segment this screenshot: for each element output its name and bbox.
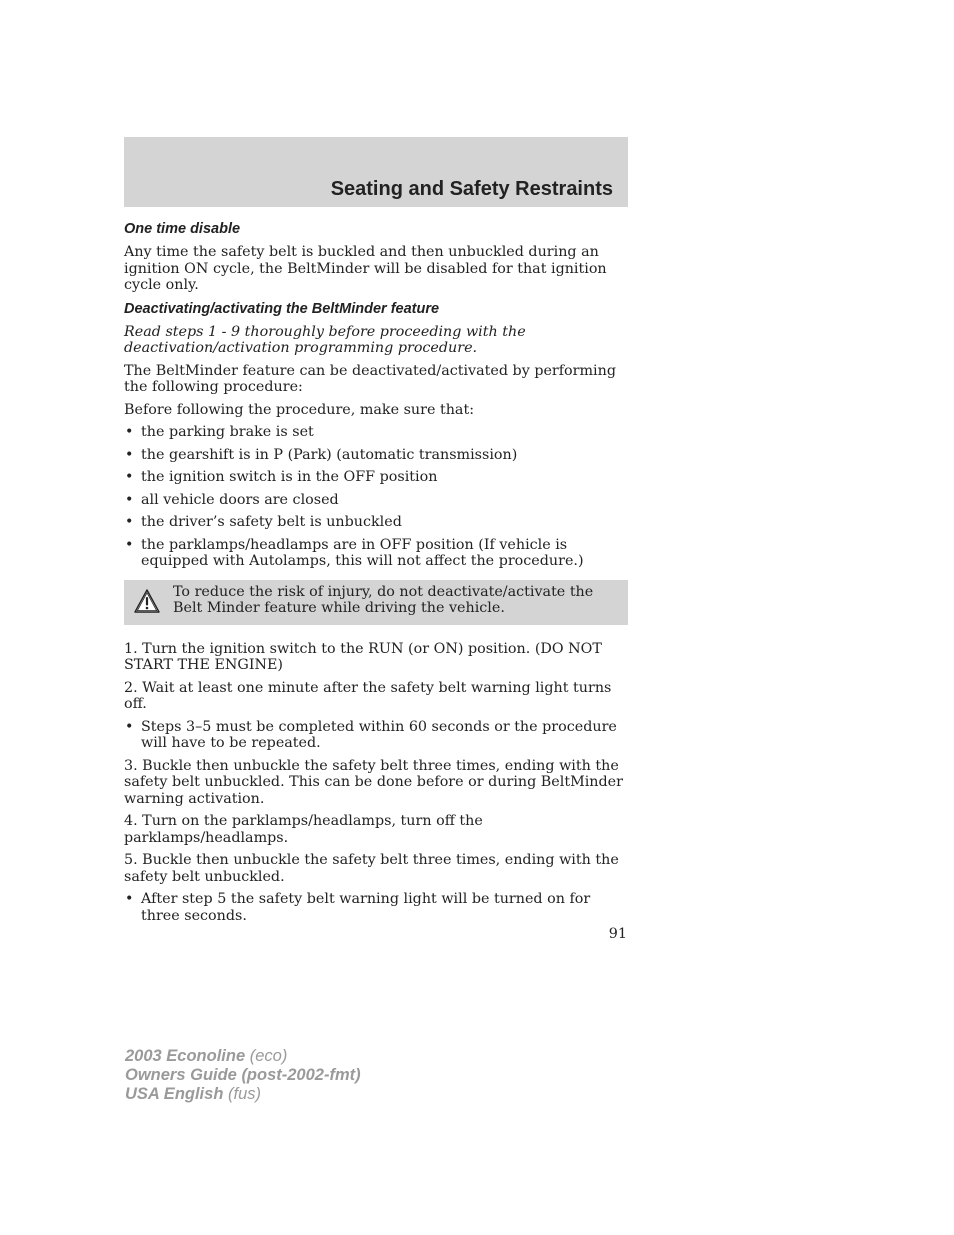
procedure-intro: The BeltMinder feature can be deactivated/activated by performing the following procedure: <box>124 362 616 395</box>
page-content <box>124 220 628 930</box>
footer-line-1: 2003 Econoline (eco) <box>125 1047 288 1065</box>
bullet-icon: • <box>125 891 134 907</box>
step-2: 2. Wait at least one minute after the safety belt warning light turns off. <box>124 679 612 712</box>
heading-deactivating: Deactivating/activating the BeltMinder feature <box>124 300 440 317</box>
list-item: • Steps 3–5 must be completed within 60 seconds or the procedure will have to be repeated. <box>125 718 617 751</box>
step-5: 5. Buckle then unbuckle the safety belt three times, ending with the safety belt unbuckled. <box>124 852 619 885</box>
warning-text: To reduce the risk of injury, do not deactivate/activate the Belt Minder feature while driving the vehicle. <box>173 583 594 616</box>
bullet-icon: • <box>125 491 134 508</box>
bullet-icon: • <box>125 514 134 530</box>
warning-triangle-icon <box>134 588 160 614</box>
bullet-icon: • <box>125 424 134 440</box>
list-item: • the gearshift is in P (Park) (automatic transmission) <box>125 446 518 463</box>
list-item: • all vehicle doors are closed <box>125 491 339 508</box>
before-procedure-text: Before following the procedure, make sure that: <box>124 401 475 418</box>
list-item: • the parklamps/headlamps are in OFF position (If vehicle is equipped with Autolamps, this will not affect the procedure.) <box>125 536 584 569</box>
section-title: Seating and Safety Restraints <box>330 178 613 200</box>
list-item: • the ignition switch is in the OFF position <box>125 469 438 485</box>
list-item: • the parking brake is set <box>125 424 314 440</box>
step-1: 1. Turn the ignition switch to the RUN (or ON) position. (DO NOT START THE ENGINE) <box>124 640 602 673</box>
warning-box <box>124 580 628 625</box>
section-header-band <box>124 137 628 207</box>
list-item: • the driver’s safety belt is unbuckled <box>125 514 402 530</box>
document-footer <box>125 1047 361 1104</box>
footer-line-2: Owners Guide (post-2002-fmt) <box>125 1066 361 1084</box>
page-number: 91 <box>608 926 627 942</box>
bullet-icon: • <box>125 469 134 485</box>
step-2-notes <box>124 719 628 752</box>
bullet-icon: • <box>125 446 134 463</box>
condition-list <box>124 424 628 570</box>
step-4: 4. Turn on the parklamps/headlamps, turn off the parklamps/headlamps. <box>124 813 483 846</box>
list-item: • After step 5 the safety belt warning light will be turned on for three seconds. <box>125 891 591 924</box>
step-3: 3. Buckle then unbuckle the safety belt three times, ending with the safety belt unbuckled. This can be done before or during BeltMinder warning activation. <box>124 757 623 807</box>
step-5-notes <box>124 891 628 924</box>
footer-line-3: USA English (fus) <box>125 1085 261 1103</box>
bullet-icon: • <box>125 718 134 735</box>
one-time-disable-text: Any time the safety belt is buckled and then unbuckled during an ignition ON cycle, the BeltMinder will be disabled for that ignition cycle only. <box>124 244 607 293</box>
read-steps-note: Read steps 1 - 9 thoroughly before proceeding with the deactivation/activation programming procedure. <box>124 323 526 356</box>
heading-one-time-disable: One time disable <box>124 221 241 237</box>
bullet-icon: • <box>125 536 134 553</box>
